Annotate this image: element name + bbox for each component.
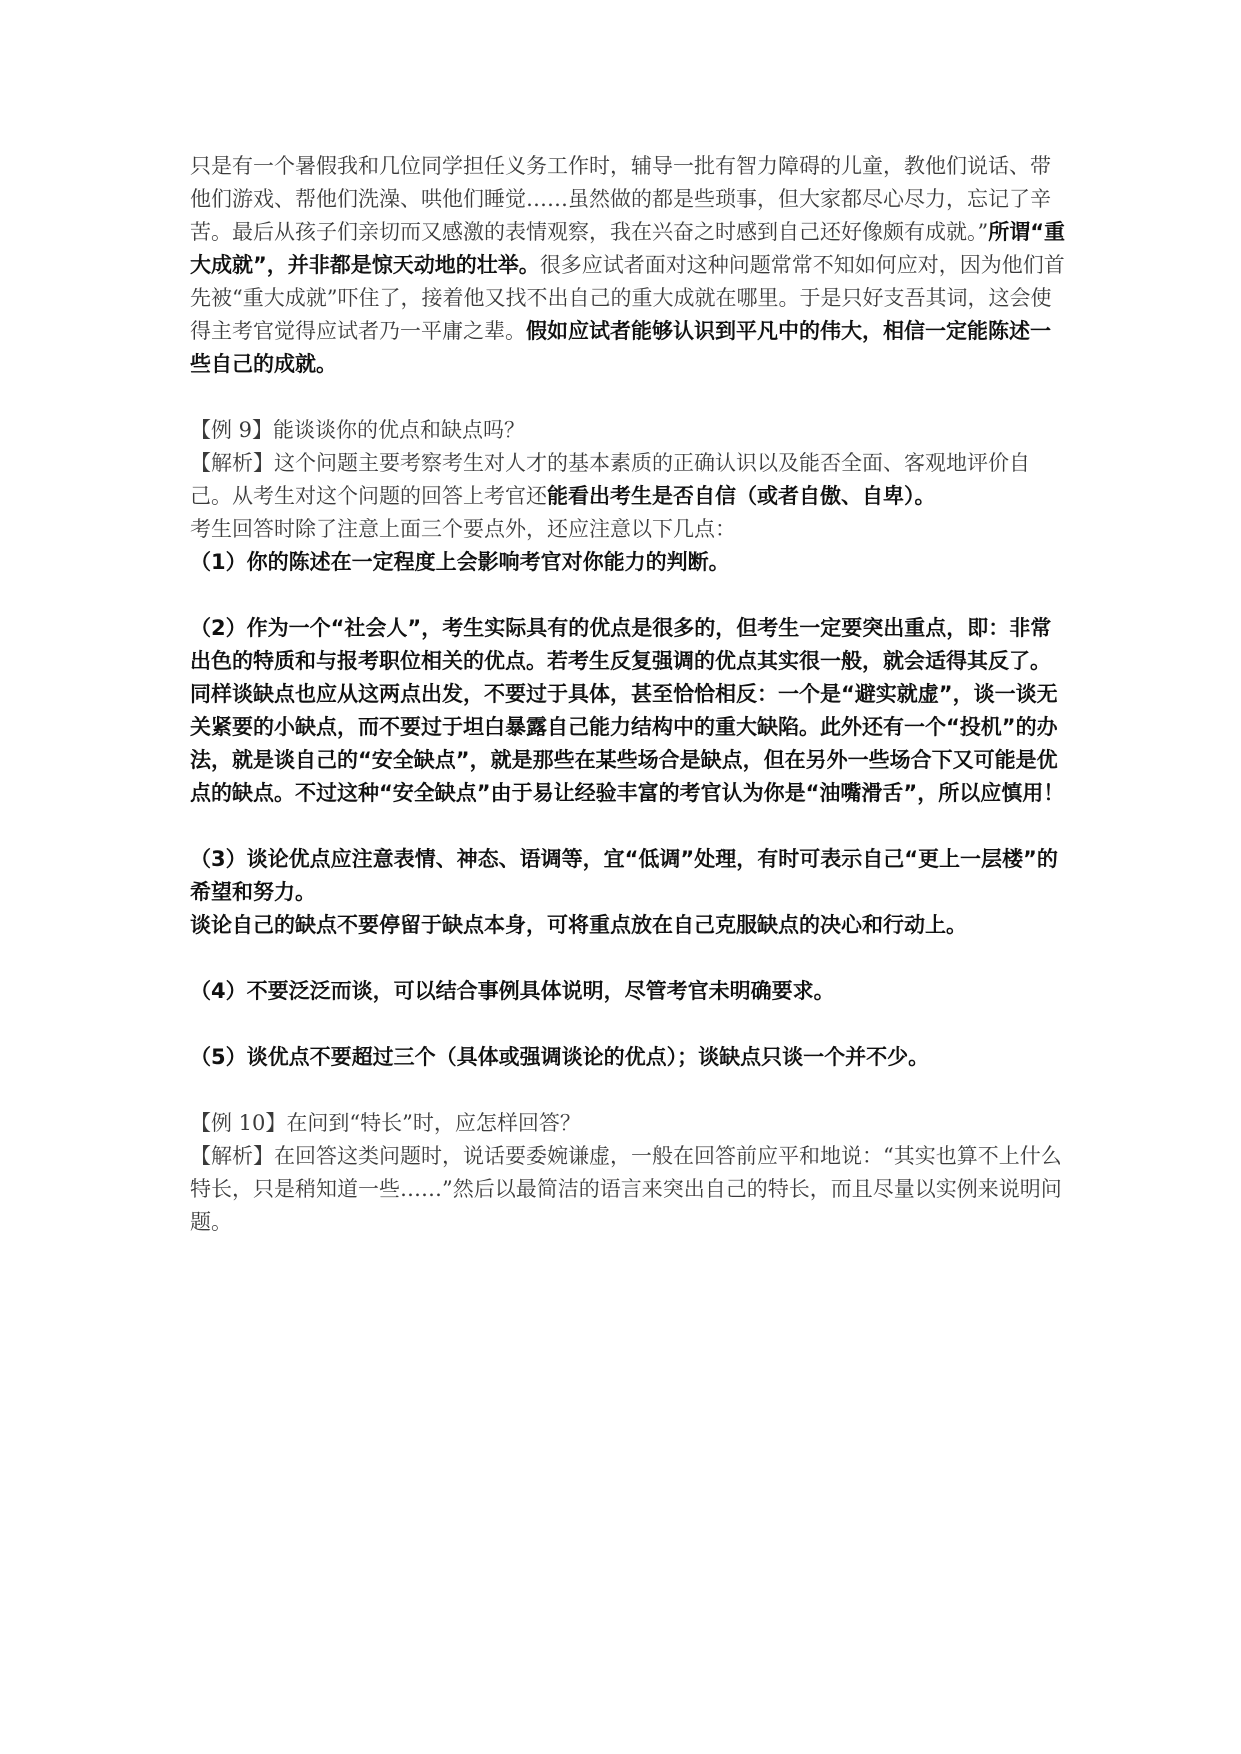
example-10-question: 【例 10】在问到“特长”时，应怎样回答？ bbox=[190, 1111, 581, 1135]
example-9-point-2a: （2）作为一个“社会人”，考生实际具有的优点是很多的，但考生一定要突出重点，即：非常出色的特质和与报考职位相关的优点。若考生反复强调的优点其实很一般，就会适得其反了。 bbox=[190, 616, 1052, 673]
example-9-analysis bbox=[190, 447, 1070, 513]
document-body bbox=[190, 150, 1070, 1239]
achievement-conclusion: 假如应试者能够认识到平凡中的伟大，相信一定能陈述一些自己的成就。 bbox=[190, 319, 1051, 376]
paragraph-achievement bbox=[190, 150, 1070, 381]
example-9-point-1: （1）你的陈述在一定程度上会影响考官对你能力的判断。 bbox=[190, 550, 730, 574]
example-10-analysis: 【解析】在回答这类问题时，说话要委婉谦虚，一般在回答前应平和地说：“其实也算不上什么特长，只是稍知道一些……”然后以最简洁的语言来突出自己的特长，而且尽量以实例来说明问题。 bbox=[190, 1144, 1062, 1234]
achievement-point: 所谓“重大成就”，并非都是惊天动地的壮举。 bbox=[190, 220, 1066, 277]
achievement-story: 只是有一个暑假我和几位同学担任义务工作时，辅导一批有智力障碍的儿童，教他们说话、带他们游戏、帮他们洗澡、哄他们睡觉……虽然做的都是些琐事，但大家都尽心尽力，忘记了辛苦。最后从孩子们亲切而又感激的表情观察，我在兴奋之时感到自己还好像颇有成就。” bbox=[190, 154, 1051, 244]
example-9-analysis-bold: 能看出考生是否自信（或者自傲、自卑）。 bbox=[547, 484, 936, 508]
example-9-point-2b: 同样谈缺点也应从这两点出发，不要过于具体，甚至恰恰相反：一个是“避实就虚”，谈一谈无关紧要的小缺点，而不要过于坦白暴露自己能力结构中的重大缺陷。此外还有一个“投机”的办法，就是谈自己的“安全缺点”，就是那些在某些场合是缺点，但在另外一些场合下又可能是优点的缺点。不过这种“安全缺点”由于易让经验丰富的考官认为你是“油嘴滑舌”，所以应慎用！ bbox=[190, 682, 1065, 805]
example-9-analysis-text: 【解析】这个问题主要考察考生对人才的基本素质的正确认识以及能否全面、客观地评价自己。从考生对这个问题的回答上考官还 bbox=[190, 451, 1030, 508]
achievement-explanation: 很多应试者面对这种问题常常不知如何应对，因为他们首先被“重大成就”吓住了，接着他又找不出自己的重大成就在哪里。于是只好支吾其词，这会使得主考官觉得应试者乃一平庸之辈。 bbox=[190, 253, 1065, 343]
example-9-point-4: （4）不要泛泛而谈，可以结合事例具体说明，尽管考官未明确要求。 bbox=[190, 979, 835, 1003]
example-9-point-3b: 谈论自己的缺点不要停留于缺点本身，可将重点放在自己克服缺点的决心和行动上。 bbox=[190, 913, 967, 937]
example-9-point-3a: （3）谈论优点应注意表情、神态、语调等，宜“低调”处理，有时可表示自己“更上一层楼”的希望和努力。 bbox=[190, 847, 1058, 904]
example-9-point-5: （5）谈优点不要超过三个（具体或强调谈论的优点）；谈缺点只谈一个并不少。 bbox=[190, 1045, 930, 1069]
example-9-intro: 考生回答时除了注意上面三个要点外，还应注意以下几点： bbox=[190, 517, 736, 541]
example-9-question: 【例 9】能谈谈你的优点和缺点吗？ bbox=[190, 418, 526, 442]
